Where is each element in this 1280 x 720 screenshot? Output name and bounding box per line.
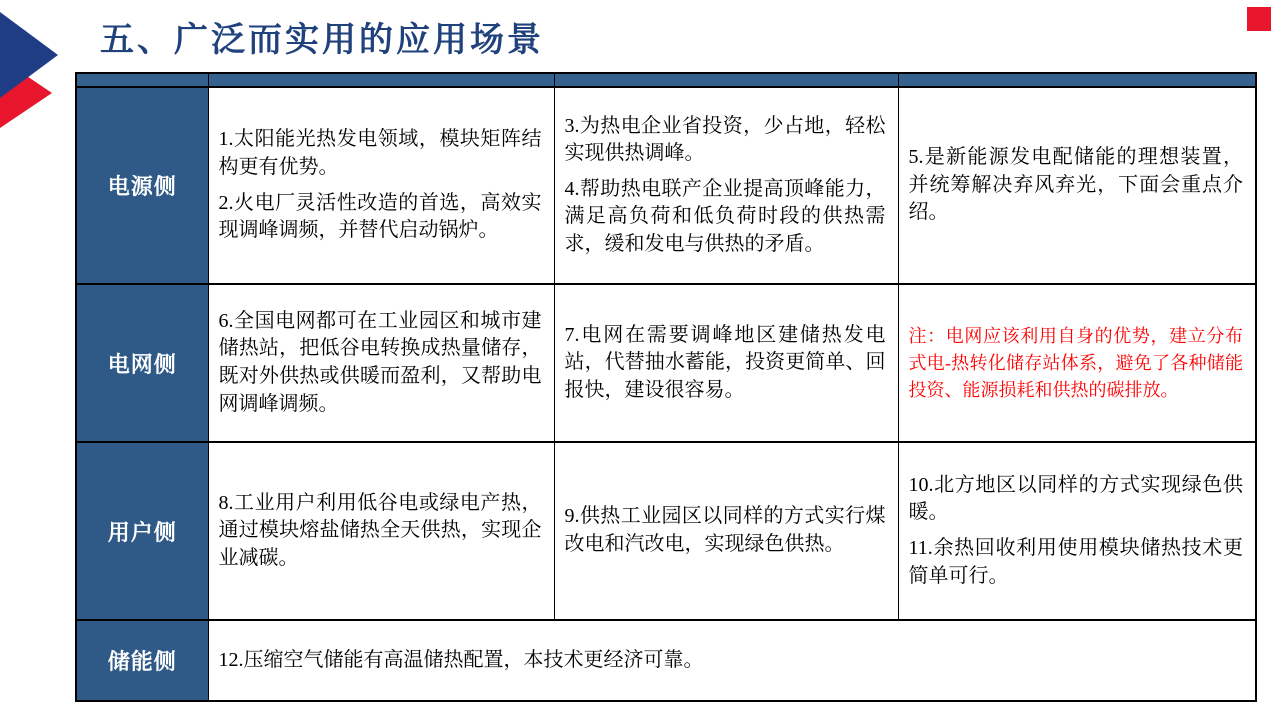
- cell-item: 8.工业用户利用低谷电或绿电产热，通过模块熔盐储热全天供热，实现企业减碳。: [218, 491, 542, 569]
- cell-item: 5.是新能源发电配储能的理想装置，并统筹解决弃风弃光，下面会重点介绍。: [908, 146, 1243, 224]
- cell-item: 2.火电厂灵活性改造的首选，高效实现调峰调频，并替代启动锅炉。: [218, 191, 542, 242]
- table-cell: [554, 442, 898, 620]
- table-cell: [208, 284, 554, 442]
- table-row-power-side: [76, 87, 1256, 284]
- table-cell-merged: [208, 620, 1256, 701]
- table-cell: [898, 442, 1256, 620]
- table-row-grid-side: [76, 284, 1256, 442]
- table-row-user-side: [76, 442, 1256, 620]
- top-right-red-square-decoration: [1247, 7, 1271, 31]
- row-label-storage-side: 储能侧: [76, 620, 208, 701]
- table-cell: [554, 284, 898, 442]
- table-cell-red-note: [898, 284, 1256, 442]
- table-cell: [554, 87, 898, 284]
- table-cell: [898, 87, 1256, 284]
- row-label-user-side: 用户侧: [76, 442, 208, 620]
- cell-item: 3.为热电企业省投资，少占地，轻松实现供热调峰。: [564, 114, 886, 165]
- cell-item: 注：电网应该利用自身的优势，建立分布式电-热转化储存站体系，避免了各种储能投资、能源损耗和供热的碳排放。: [908, 325, 1243, 400]
- cell-item: 11.余热回收利用使用模块储热技术更简单可行。: [908, 537, 1243, 587]
- application-scenarios-table: [75, 72, 1257, 702]
- cell-item: 9.供热工业园区以同样的方式实行煤改电和汽改电，实现绿色供热。: [564, 505, 886, 555]
- cell-item: 4.帮助热电联产企业提高顶峰能力，满足高负荷和低负荷时段的供热需求，缓和发电与供热的矛盾。: [564, 177, 886, 255]
- row-label-power-side: 电源侧: [76, 87, 208, 284]
- row-label-grid-side: 电网侧: [76, 284, 208, 442]
- cell-item: 1.太阳能光热发电领域，模块矩阵结构更有优势。: [218, 128, 542, 178]
- cell-item: 7.电网在需要调峰地区建储热发电站，代替抽水蓄能，投资更简单、回报快，建设很容易。: [564, 323, 886, 401]
- top-bar-cell: [208, 73, 554, 87]
- top-bar-cell: [554, 73, 898, 87]
- table-cell: [208, 442, 554, 620]
- cell-item: 12.压缩空气储能有高温储热配置，本技术更经济可靠。: [218, 648, 704, 671]
- top-bar-cell: [898, 73, 1256, 87]
- cell-item: 10.北方地区以同样的方式实现绿色供暖。: [908, 473, 1243, 524]
- top-bar-cell: [76, 73, 208, 87]
- cell-item: 6.全国电网都可在工业园区和城市建储热站，把低谷电转换成热量储存，既对外供热或供暖而盈利，又帮助电网调峰调频。: [218, 309, 542, 415]
- table-cell: [208, 87, 554, 284]
- page-title: 五、广泛而实用的应用场景: [100, 22, 544, 59]
- table-top-bar-row: [76, 73, 1256, 87]
- table-row-storage-side: [76, 620, 1256, 701]
